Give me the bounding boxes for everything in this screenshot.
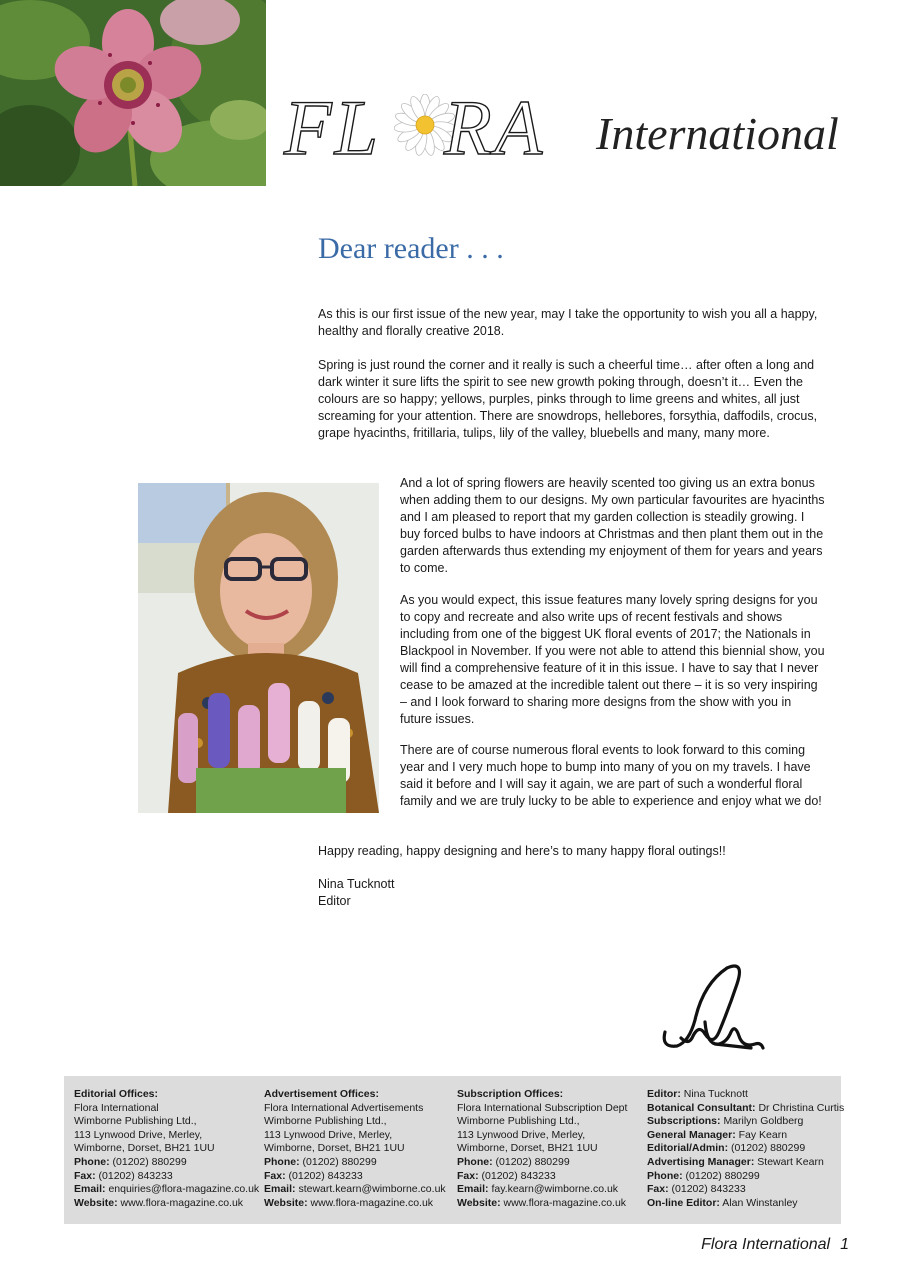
subs-line: Wimborne, Dorset, BH21 1UU <box>457 1142 598 1155</box>
letter-paragraph-4: As you would expect, this issue features many lovely spring designs for you to copy and recreate and also write ups of recent festivals and shows including from one of the biggest UK floral events of 2017; the Nationals in Blackpool in November. If you were not able to attend this biennial show, you will find a comprehensive feature of it in this issue. I have to say that I never cease to be amazed at the incredible talent out there – it is so very inspiring – and I look forward to sharing more designs from the show with you in future issues. <box>400 593 825 726</box>
editorial-fax: (01202) 843233 <box>98 1169 173 1182</box>
advert-line: 113 Lynwood Drive, Merley, <box>264 1128 393 1141</box>
advert-phone-label: Phone: <box>264 1155 300 1168</box>
staff-row <box>647 1115 839 1129</box>
editorial-line: Wimborne, Dorset, BH21 1UU <box>74 1142 215 1155</box>
subs-email[interactable]: fay.kearn@wimborne.co.uk <box>491 1183 619 1196</box>
editor-photo <box>138 483 379 813</box>
staff-label: General Manager: <box>647 1128 736 1141</box>
editorial-line: Wimborne Publishing Ltd., <box>74 1115 197 1128</box>
staff-label: On-line Editor: <box>647 1196 720 1209</box>
editorial-email[interactable]: enquiries@flora-magazine.co.uk <box>108 1183 260 1196</box>
advertisement-offices <box>264 1088 454 1210</box>
staff-value: Marilyn Goldberg <box>723 1115 804 1128</box>
signature-image <box>655 962 767 1054</box>
subs-line: Wimborne Publishing Ltd., <box>457 1115 580 1128</box>
page-number: 1 <box>840 1236 849 1253</box>
letter-heading: Dear reader . . . <box>318 232 504 265</box>
staff-label: Advertising Manager: <box>647 1155 755 1168</box>
editorial-phone-label: Phone: <box>74 1155 110 1168</box>
letter-paragraph-1: As this is our first issue of the new year, may I take the opportunity to wish you all a happy, healthy and florally creative 2018. <box>318 307 818 338</box>
publication-name: Flora International <box>701 1236 831 1253</box>
staff-value: Stewart Kearn <box>757 1155 824 1168</box>
letter-paragraph-6: Happy reading, happy designing and here’s to many happy floral outings!! <box>318 844 726 858</box>
staff-row <box>647 1170 839 1184</box>
staff-label: Editor: <box>647 1088 681 1100</box>
subs-fax-label: Fax: <box>457 1169 479 1182</box>
editorial-website[interactable]: www.flora-magazine.co.uk <box>120 1196 244 1209</box>
staff-row <box>647 1129 839 1143</box>
editor-portrait-image <box>138 483 379 813</box>
staff-label: Botanical Consultant: <box>647 1101 756 1114</box>
subs-line: Flora International Subscription Dept <box>457 1101 628 1114</box>
advert-fax: (01202) 843233 <box>288 1169 363 1182</box>
editorial-fax-label: Fax: <box>74 1169 96 1182</box>
advert-heading: Advertisement Offices: <box>264 1088 379 1100</box>
staff-row <box>647 1101 845 1116</box>
signoff-title: Editor <box>318 894 351 908</box>
subs-website[interactable]: www.flora-magazine.co.uk <box>503 1196 627 1209</box>
subs-line: 113 Lynwood Drive, Merley, <box>457 1128 586 1141</box>
editorial-heading: Editorial Offices: <box>74 1088 159 1100</box>
advert-fax-label: Fax: <box>264 1169 286 1182</box>
advert-website[interactable]: www.flora-magazine.co.uk <box>310 1196 434 1209</box>
staff-row <box>647 1142 839 1156</box>
masthead <box>284 84 844 171</box>
editorial-line: 113 Lynwood Drive, Merley, <box>74 1128 203 1141</box>
advert-line: Wimborne Publishing Ltd., <box>264 1115 387 1128</box>
masthead-flora-right: RA <box>444 84 546 171</box>
letter-paragraph-3: And a lot of spring flowers are heavily scented too giving us an extra bonus when adding them to our designs. My own particular favourites are hyacinths and I am pleased to report that my garden collection is steadily growing. I buy forced bulbs to have indoors at Christmas and then plant them out in the garden afterwards thus extending my enjoyment of them for years and years to come. <box>400 476 825 575</box>
advert-website-label: Website: <box>264 1196 308 1209</box>
staff-value: Nina Tucknott <box>683 1088 748 1100</box>
staff-value: Dr Christina Curtis <box>758 1101 845 1114</box>
staff-row <box>647 1088 839 1102</box>
subs-email-label: Email: <box>457 1183 489 1196</box>
header-flower-photo <box>0 0 266 186</box>
subscription-offices <box>457 1088 647 1210</box>
staff-label: Editorial/Admin: <box>647 1142 729 1155</box>
staff-list <box>647 1088 845 1210</box>
editorial-phone: (01202) 880299 <box>112 1155 187 1168</box>
advert-email[interactable]: stewart.kearn@wimborne.co.uk <box>298 1183 446 1196</box>
staff-label: Subscriptions: <box>647 1115 721 1128</box>
staff-value: Fay Kearn <box>738 1128 788 1141</box>
editorial-offices <box>74 1088 259 1210</box>
staff-value: (01202) 880299 <box>731 1142 806 1155</box>
advert-line: Wimborne, Dorset, BH21 1UU <box>264 1142 405 1155</box>
editorial-email-label: Email: <box>74 1183 106 1196</box>
letter-paragraph-5: There are of course numerous floral events to look forward to this coming year and I very much hope to bump into many of you on my travels. I have said it before and I will say it again, we are part of such a wonderful floral family and we are truly lucky to be able to experience and enjoy what we do! <box>400 743 822 808</box>
editorial-line: Flora International <box>74 1101 159 1114</box>
staff-value: (01202) 880299 <box>685 1169 760 1182</box>
staff-row <box>647 1183 839 1197</box>
footer-contact-block <box>64 1076 845 1224</box>
hellebore-image <box>0 0 266 186</box>
masthead-subtitle: International <box>596 108 839 159</box>
page-footer <box>701 1236 849 1254</box>
subs-heading: Subscription Offices: <box>457 1088 564 1100</box>
staff-label: Fax: <box>647 1183 669 1196</box>
subs-website-label: Website: <box>457 1196 501 1209</box>
advert-email-label: Email: <box>264 1183 296 1196</box>
staff-row <box>647 1156 839 1170</box>
staff-label: Phone: <box>647 1169 683 1182</box>
letter-signoff <box>318 876 518 910</box>
staff-value: Alan Winstanley <box>722 1196 798 1209</box>
advert-line: Flora International Advertisements <box>264 1101 424 1114</box>
subs-fax: (01202) 843233 <box>481 1169 556 1182</box>
letter-paragraph-2: Spring is just round the corner and it really is such a cheerful time… after often a long and dark winter it sure lifts the spirit to see new growth poking through, doesn’t it… Even the colours are so happy; yellows, purples, pinks through to lime greens and whites, all just screaming for your attention. There are snowdrops, hellebores, forsythia, daffodils, crocus, grape hyacinths, fritillaria, tulips, lily of the valley, bluebells and many, many more. <box>318 358 818 440</box>
subs-phone: (01202) 880299 <box>495 1155 570 1168</box>
editorial-website-label: Website: <box>74 1196 118 1209</box>
staff-value: (01202) 843233 <box>671 1183 746 1196</box>
signoff-name: Nina Tucknott <box>318 877 395 891</box>
masthead-flora-left: FL <box>284 84 382 171</box>
editor-signature <box>655 962 767 1054</box>
staff-row <box>647 1197 839 1211</box>
advert-phone: (01202) 880299 <box>302 1155 377 1168</box>
subs-phone-label: Phone: <box>457 1155 493 1168</box>
